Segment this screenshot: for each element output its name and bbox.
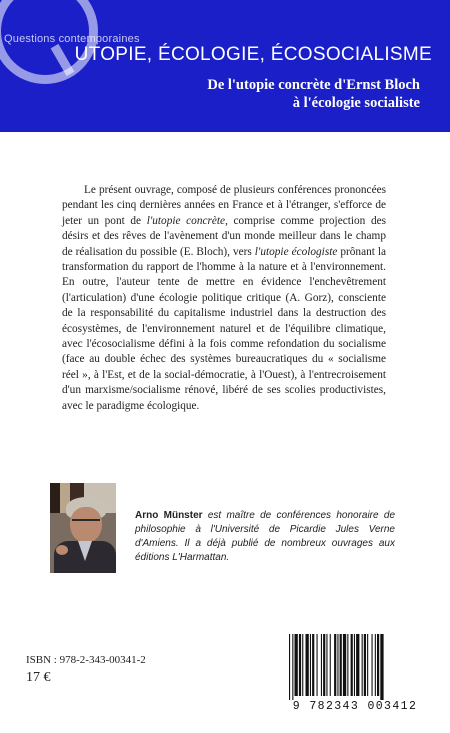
book-subtitle [207, 76, 420, 112]
subtitle-line-2: à l'écologie socialiste [292, 95, 420, 111]
back-cover-blurb [62, 183, 386, 414]
subtitle-line-1: De l'utopie concrète d'Ernst Bloch [207, 77, 420, 93]
author-bio-text: est maître de conférences honoraire de philosophie à l'Université de Picardie Jules Verne d'Amiens. Il a déjà publié de nombreux ouvrages aux éditions L'Harmattan. [135, 510, 396, 563]
author-photo [50, 483, 116, 573]
collection-name: Questions contemporaines [4, 33, 140, 45]
barcode-bars [275, 630, 435, 702]
blurb-text-1: Le présent ouvrage, composé de plusieurs conférences prononcées pendant les cinq dernières années en France et à l'étranger, s'efforce de jeter un pont de [62, 184, 386, 227]
price-text: 17 € [26, 670, 51, 685]
blurb-text-3: prônant la transformation du rapport de l'homme à la nature et à l'environnement. En outre, l'auteur tente de mettre en évidence l'enchevêtrement (l'articulation) d'une écologie politique critique (A. Gorz), consciente de la responsabilité du capitalisme industriel dans la destruction des écosystèmes, de l'environnement naturel et de l'équilibre climatique, avec l'écosocialisme défini à la fois comme refondation du socialisme (face au double échec des systèmes bureaucratiques du « socialisme réel », à l'Est, et de la social-démocratie, à l'Ouest), à l'entrecroisement d'un marxisme/socialisme rénové, libéré de ses scolies productivistes, avec le paradigme écologique. [62, 245, 386, 412]
blurb-text-2: , comprise comme projection des désirs et des rêves de l'avènement d'un monde meilleur dans le champ de réalisation du possible (E. Bloch), vers [62, 214, 387, 258]
barcode [275, 630, 435, 720]
isbn-text: ISBN : 978-2-343-00341-2 [26, 654, 146, 666]
cover-header [0, 0, 450, 132]
book-title: UTOPIE, ÉCOLOGIE, ÉCOSOCIALISME [74, 44, 432, 65]
barcode-digits: 9 782343 003412 [292, 700, 418, 713]
author-bio [135, 509, 395, 565]
blurb-emphasis-2: l'utopie écologiste [254, 245, 338, 258]
blurb-emphasis-1: l'utopie concrète [146, 214, 226, 227]
author-name: Arno Münster [135, 510, 203, 521]
